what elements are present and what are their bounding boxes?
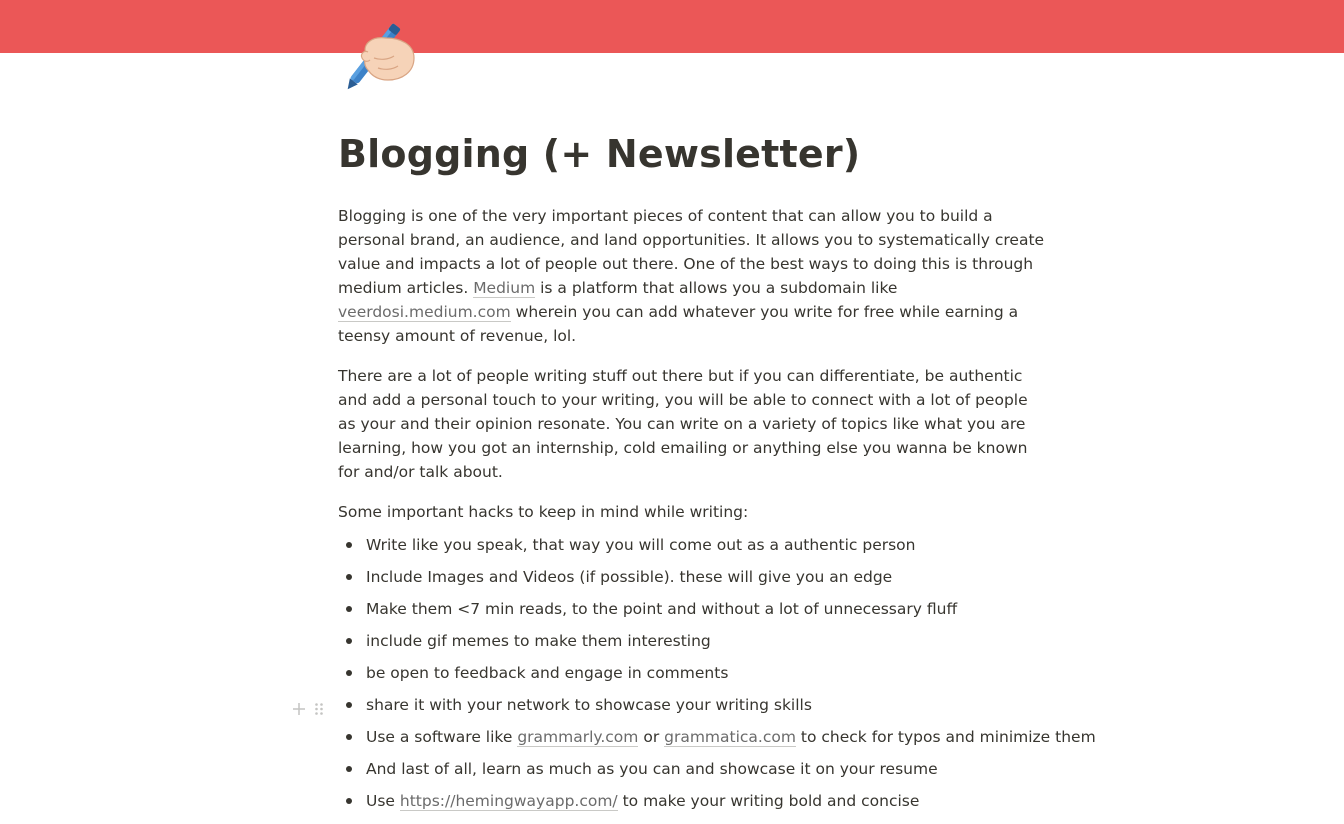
- list-item-text: share it with your network to showcase your writing skills: [366, 696, 812, 714]
- list-item-text: include gif memes to make them interesting: [366, 632, 711, 650]
- list-item-text: to check for typos and minimize them: [795, 728, 1096, 746]
- paragraph-text: is a platform that allows you a subdomain like: [535, 279, 898, 297]
- list-item[interactable]: [338, 596, 1050, 628]
- grammatica-link[interactable]: grammatica.com: [664, 728, 796, 746]
- bullet-icon: [346, 638, 352, 644]
- hemingway-link[interactable]: https://hemingwayapp.com/: [399, 792, 618, 810]
- list-item-text: Include Images and Videos (if possible). these will give you an edge: [366, 568, 893, 586]
- medium-link[interactable]: Medium: [473, 279, 536, 297]
- list-item-hovered[interactable]: [338, 692, 1050, 724]
- paragraph-intro[interactable]: [338, 204, 1050, 348]
- list-item[interactable]: [338, 756, 1050, 788]
- list-item-text: be open to feedback and engage in comments: [366, 664, 729, 682]
- list-item[interactable]: [338, 788, 1050, 820]
- bullet-icon: [346, 766, 352, 772]
- list-item-text: Use: [366, 792, 400, 810]
- paragraph-text: wherein you can add whatever you write for free while earning a teensy amount of revenue, lol.: [338, 303, 1019, 345]
- list-item-text: or: [638, 728, 665, 746]
- block-controls: [292, 694, 332, 716]
- page-title[interactable]: Blogging (+ Newsletter): [338, 132, 861, 176]
- list-item-text: Use a software like: [366, 728, 518, 746]
- paragraph-differentiate[interactable]: There are a lot of people writing stuff out there but if you can differentiate, be authentic and add a personal touch to your writing, you will be able to connect with a lot of people as your and their opinion resonate. You can write on a variety of topics like what you are learning, how you got an internship, cold emailing or anything else you wanna be known for and/or talk about.: [338, 367, 1028, 481]
- grammarly-link[interactable]: grammarly.com: [517, 728, 639, 746]
- list-item-text: to make your writing bold and concise: [617, 792, 920, 810]
- list-item[interactable]: [338, 532, 1050, 564]
- list-item[interactable]: [338, 724, 1096, 756]
- list-item-text: Make them <7 min reads, to the point and without a lot of unnecessary fluff: [366, 600, 958, 618]
- bullet-icon: [346, 798, 352, 804]
- bullet-icon: [346, 574, 352, 580]
- paragraph-hacks-intro[interactable]: Some important hacks to keep in mind while writing:: [338, 503, 749, 521]
- page-cover[interactable]: [0, 0, 1344, 53]
- bullet-icon: [346, 670, 352, 676]
- list-item[interactable]: [338, 660, 1050, 692]
- writing-hand-icon[interactable]: [338, 8, 418, 90]
- veerdosi-medium-link[interactable]: veerdosi.medium.com: [338, 303, 511, 321]
- list-item[interactable]: [338, 564, 1050, 596]
- list-item[interactable]: [338, 628, 1050, 660]
- plus-icon[interactable]: [292, 698, 306, 712]
- list-item-text: And last of all, learn as much as you can and showcase it on your resume: [366, 760, 938, 778]
- list-item-text: Write like you speak, that way you will come out as a authentic person: [366, 536, 916, 554]
- bullet-icon: [346, 606, 352, 612]
- drag-handle-icon[interactable]: [314, 698, 324, 712]
- bullet-icon: [346, 542, 352, 548]
- bullet-icon: [346, 702, 352, 708]
- bullet-icon: [346, 734, 352, 740]
- paragraph-text: Blogging is one of the very important pieces of content that can allow you to build a personal brand, an audience, and land opportunities. It allows you to systematically create value and impacts a lot of people out there. One of the best ways to doing this is through medium articles.: [338, 207, 1045, 297]
- hacks-list: [338, 532, 1096, 820]
